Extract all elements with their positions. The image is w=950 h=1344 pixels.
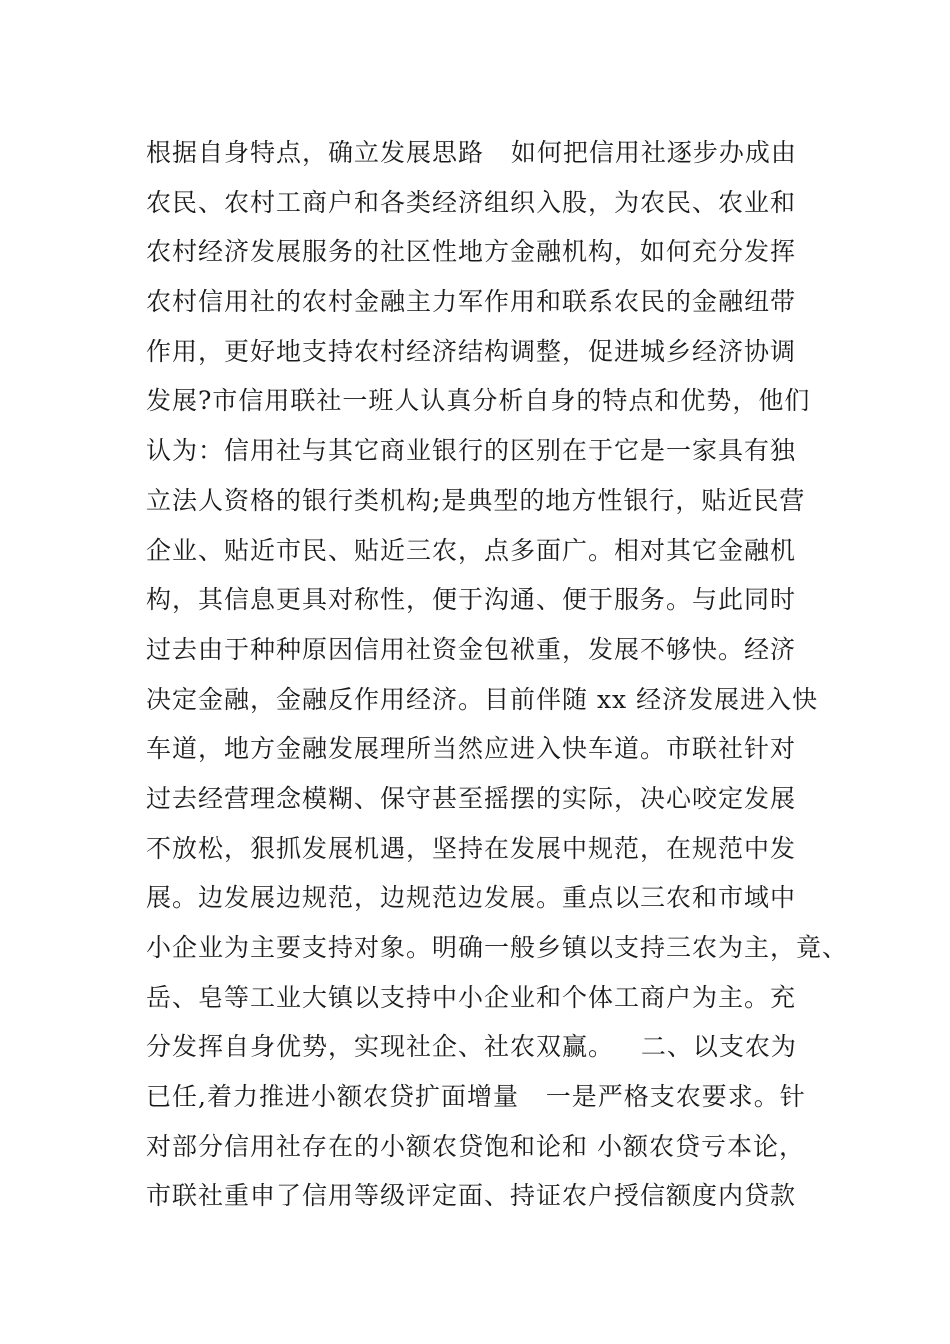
text-line: 已任,着力推进小额农贷扩面增量 一是严格支农要求。针 bbox=[146, 1082, 806, 1112]
text-line: 构，其信息更具对称性，便于沟通、便于服务。与此同时 bbox=[146, 585, 797, 615]
text-line: 市联社重申了信用等级评定面、持证农户授信额度内贷款 bbox=[146, 1181, 797, 1211]
document-body bbox=[146, 128, 849, 1221]
text-line: 根据自身特点，确立发展思路 如何把信用社逐步办成由 bbox=[146, 138, 797, 167]
text-line: 车道，地方金融发展理所当然应进入快车道。市联社针对 bbox=[146, 734, 797, 764]
text-line: 展。边发展边规范，边规范边发展。重点以三农和市域中 bbox=[146, 883, 797, 913]
text-line: 过去由于种种原因信用社资金包袱重，发展不够快。经济 bbox=[146, 634, 797, 664]
text-line: 分发挥自身优势，实现社企、社农双赢。 二、以支农为 bbox=[146, 1032, 797, 1062]
text-line: 小企业为主要支持对象。明确一般乡镇以支持三农为主，竟、 bbox=[146, 933, 849, 962]
text-line: 认为：信用社与其它商业银行的区别在于它是一家具有独 bbox=[146, 436, 797, 466]
text-line: 决定金融，金融反作用经济。目前伴随 xx 经济发展进入快 bbox=[146, 684, 819, 714]
text-line: 作用，更好地支持农村经济结构调整，促进城乡经济协调 bbox=[146, 336, 797, 366]
text-line: 农村经济发展服务的社区性地方金融机构，如何充分发挥 bbox=[146, 237, 797, 267]
text-line: 发展?市信用联社一班人认真分析自身的特点和优势，他们 bbox=[146, 386, 811, 416]
text-line: 企业、贴近市民、贴近三农，点多面广。相对其它金融机 bbox=[146, 535, 797, 565]
text-line: 对部分信用社存在的小额农贷饱和论和 小额农贷亏本论， bbox=[146, 1131, 805, 1161]
text-line: 立法人资格的银行类机构;是典型的地方性银行，贴近民营 bbox=[146, 485, 806, 515]
text-line: 农村信用社的农村金融主力军作用和联系农民的金融纽带 bbox=[146, 287, 797, 317]
text-line: 农民、农村工商户和各类经济组织入股，为农民、农业和 bbox=[146, 187, 797, 217]
text-line: 过去经营理念模糊、保守甚至摇摆的实际，决心咬定发展 bbox=[146, 783, 797, 813]
text-line: 岳、皂等工业大镇以支持中小企业和个体工商户为主。充 bbox=[146, 982, 797, 1012]
text-line: 不放松，狠抓发展机遇，坚持在发展中规范，在规范中发 bbox=[146, 833, 797, 863]
